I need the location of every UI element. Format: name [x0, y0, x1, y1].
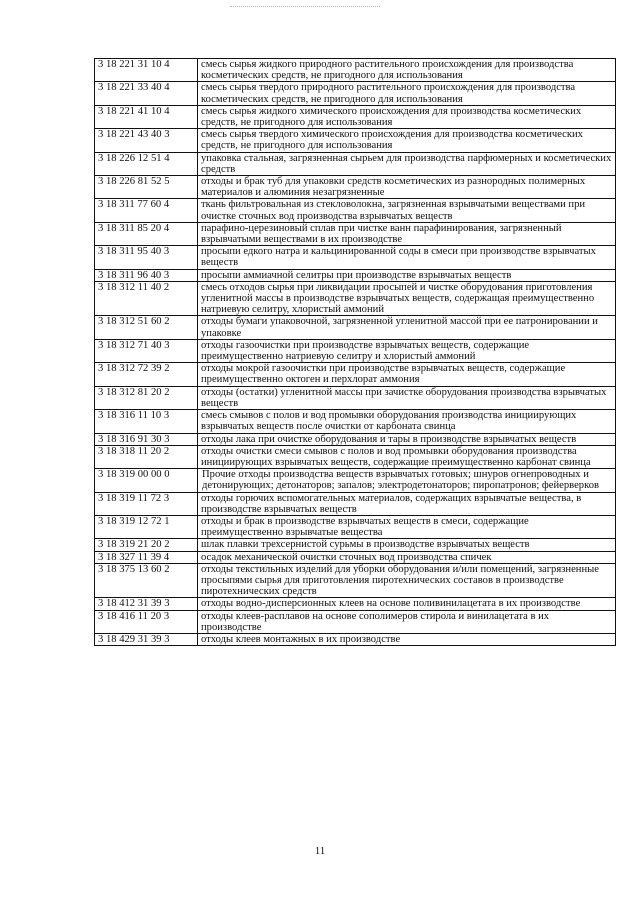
description-cell: смесь сырья твердого природного растительного происхождения для производства косметических средств, не пригодного для использования — [198, 82, 616, 105]
code-cell: 3 18 311 95 40 3 — [95, 246, 198, 269]
table-row — [95, 445, 616, 468]
description-cell: упаковка стальная, загрязненная сырьем для производства парфюмерных и косметических средств — [198, 152, 616, 175]
description-cell: Прочие отходы производства веществ взрывчатых готовых; шнуров огнепроводных и детонирующих; детонаторов; запалов; электродетонаторов; пиропатронов; фейерверков — [198, 469, 616, 492]
code-cell: 3 18 318 11 20 2 — [95, 445, 198, 468]
table-row — [95, 222, 616, 245]
table-row — [95, 59, 616, 82]
table-row — [95, 410, 616, 433]
code-cell: 3 18 311 96 40 3 — [95, 269, 198, 281]
description-cell: смесь сырья твердого химического происхождения для производства косметических средств, не пригодного для использования — [198, 129, 616, 152]
code-cell: 3 18 429 31 39 3 — [95, 633, 198, 645]
table-row — [95, 386, 616, 409]
code-cell: 3 18 312 51 60 2 — [95, 316, 198, 339]
code-cell: 3 18 226 81 52 5 — [95, 176, 198, 199]
code-cell: 3 18 319 12 72 1 — [95, 515, 198, 538]
description-cell: отходы газоочистки при производстве взрывчатых веществ, содержащие преимущественно натриевую селитру и хлористый аммоний — [198, 339, 616, 362]
description-cell: отходы клеев-расплавов на основе сополимеров стирола и винилацетата в их производстве — [198, 610, 616, 633]
description-cell: отходы мокрой газоочистки при производстве взрывчатых веществ, содержащие преимущественно октоген и перхлорат аммония — [198, 363, 616, 386]
table-row — [95, 563, 616, 598]
description-cell: отходы и брак в производстве взрывчатых веществ в смеси, содержащие преимущественно взрывчатые вещества — [198, 515, 616, 538]
code-cell: 3 18 221 33 40 4 — [95, 82, 198, 105]
table-row — [95, 551, 616, 563]
code-cell: 3 18 221 41 10 4 — [95, 105, 198, 128]
table-row — [95, 281, 616, 316]
table-row — [95, 316, 616, 339]
code-cell: 3 18 316 91 30 3 — [95, 433, 198, 445]
code-cell: 3 18 312 81 20 2 — [95, 386, 198, 409]
table-row — [95, 539, 616, 551]
description-cell: смесь смывов с полов и вод промывки оборудования производства инициирующих взрывчатых веществ после очистки от карбоната свинца — [198, 410, 616, 433]
table-row — [95, 515, 616, 538]
waste-codes-table — [94, 58, 616, 646]
description-cell: смесь сырья жидкого природного растительного происхождения для производства косметических средств, не пригодного для использования — [198, 59, 616, 82]
code-cell: 3 18 226 12 51 4 — [95, 152, 198, 175]
table-row — [95, 492, 616, 515]
code-cell: 3 18 319 11 72 3 — [95, 492, 198, 515]
code-cell: 3 18 312 71 40 3 — [95, 339, 198, 362]
table-row — [95, 176, 616, 199]
description-cell: шлак плавки трехсернистой сурьмы в производстве взрывчатых веществ — [198, 539, 616, 551]
description-cell: отходы бумаги упаковочной, загрязненной угленитной массой при ее патронировании и упаковке — [198, 316, 616, 339]
description-cell: отходы (остатки) угленитной массы при зачистке оборудования производства взрывчатых веществ — [198, 386, 616, 409]
code-cell: 3 18 312 11 40 2 — [95, 281, 198, 316]
code-cell: 3 18 319 21 20 2 — [95, 539, 198, 551]
table-body — [95, 59, 616, 646]
code-cell: 3 18 316 11 10 3 — [95, 410, 198, 433]
table-row — [95, 199, 616, 222]
description-cell: отходы лака при очистке оборудования и тары в производстве взрывчатых веществ — [198, 433, 616, 445]
table-row — [95, 633, 616, 645]
code-cell: 3 18 221 43 40 3 — [95, 129, 198, 152]
table-row — [95, 433, 616, 445]
description-cell: отходы очистки смеси смывов с полов и вод промывки оборудования производства инициирующих взрывчатых веществ, содержащие преимущественно карбонат свинца — [198, 445, 616, 468]
description-cell: осадок механической очистки сточных вод производства спичек — [198, 551, 616, 563]
page-number: 11 — [314, 845, 326, 857]
code-cell: 3 18 375 13 60 2 — [95, 563, 198, 598]
description-cell: смесь отходов сырья при ликвидации просыпей и чистке оборудования приготовления угленитной массы в производстве взрывчатых веществ, содержащая преимущественно натриевую селитру, хлористый аммоний — [198, 281, 616, 316]
description-cell: просыпи едкого натра и кальцинированной соды в смеси при производстве взрывчатых веществ — [198, 246, 616, 269]
description-cell: смесь сырья жидкого химического происхождения для производства косметических средств, не пригодного для использования — [198, 105, 616, 128]
table-row — [95, 129, 616, 152]
table-row — [95, 269, 616, 281]
description-cell: отходы клеев монтажных в их производстве — [198, 633, 616, 645]
table-row — [95, 152, 616, 175]
description-cell: просыпи аммиачной селитры при производстве взрывчатых веществ — [198, 269, 616, 281]
description-cell: отходы горючих вспомогательных материалов, содержащих взрывчатые вещества, в производстве взрывчатых веществ — [198, 492, 616, 515]
description-cell: отходы текстильных изделий для уборки оборудования и/или помещений, загрязненные просыпями сырья для приготовления пиротехнических составов в производстве пиротехнических средств — [198, 563, 616, 598]
table-row — [95, 469, 616, 492]
table-row — [95, 598, 616, 610]
code-cell: 3 18 311 85 20 4 — [95, 222, 198, 245]
table-row — [95, 339, 616, 362]
code-cell: 3 18 311 77 60 4 — [95, 199, 198, 222]
code-cell: 3 18 416 11 20 3 — [95, 610, 198, 633]
table-row — [95, 363, 616, 386]
code-cell: 3 18 221 31 10 4 — [95, 59, 198, 82]
scan-artifact — [230, 6, 380, 19]
code-cell: 3 18 327 11 39 4 — [95, 551, 198, 563]
code-cell: 3 18 312 72 39 2 — [95, 363, 198, 386]
table-row — [95, 610, 616, 633]
table-row — [95, 246, 616, 269]
description-cell: парафино-церезиновый сплав при чистке ванн парафинирования, загрязненный взрывчатыми веществами в их производстве — [198, 222, 616, 245]
code-cell: 3 18 412 31 39 3 — [95, 598, 198, 610]
code-cell: 3 18 319 00 00 0 — [95, 469, 198, 492]
description-cell: ткань фильтровальная из стекловолокна, загрязненная взрывчатыми веществами при очистке сточных вод производства взрывчатых веществ — [198, 199, 616, 222]
description-cell: отходы и брак туб для упаковки средств косметических из разнородных полимерных материалов и алюминия незагрязненные — [198, 176, 616, 199]
table-row — [95, 105, 616, 128]
description-cell: отходы водно-дисперсионных клеев на основе поливинилацетата в их производстве — [198, 598, 616, 610]
table-row — [95, 82, 616, 105]
